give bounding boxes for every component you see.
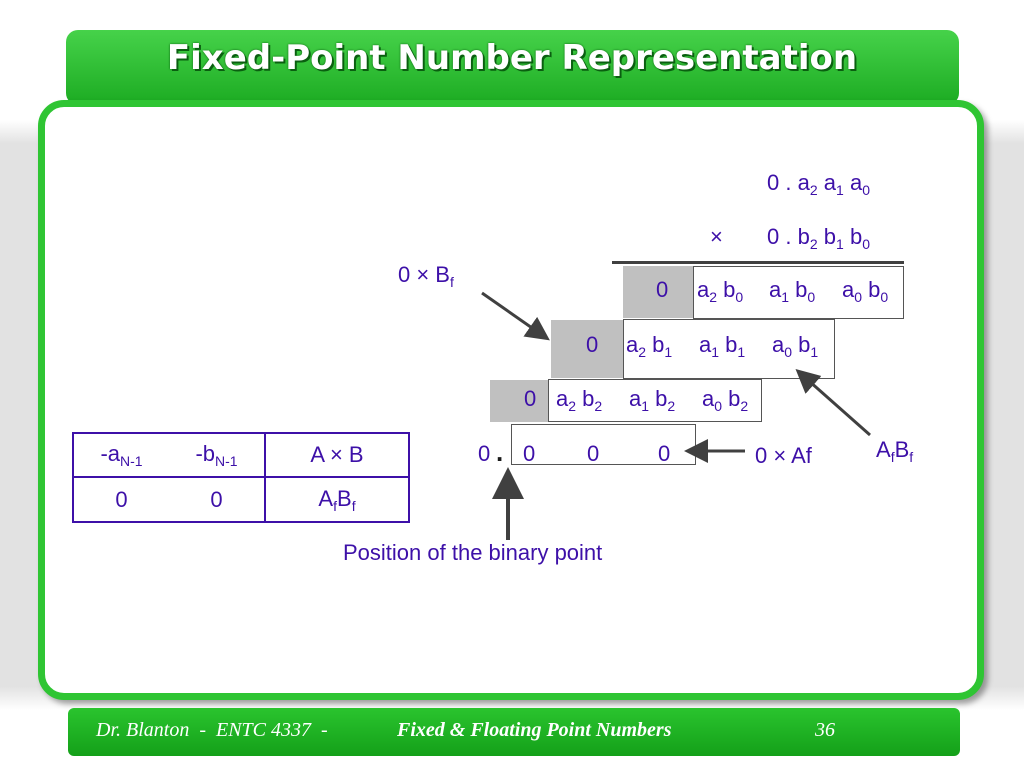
b: b	[655, 386, 668, 411]
b: b	[868, 277, 881, 302]
sub: 0	[854, 289, 863, 305]
value-b: 0	[210, 486, 223, 512]
b: b	[723, 277, 736, 302]
multiplier-zero: 0	[767, 224, 780, 249]
sub: 2	[740, 398, 749, 414]
sub: 0	[880, 289, 889, 305]
sub: 0	[714, 398, 723, 414]
sub: 0	[784, 344, 793, 360]
result-digit-1: 0	[523, 441, 536, 466]
b: b	[798, 332, 811, 357]
sign-truth-table	[72, 432, 410, 523]
binary-point-caption: Position of the binary point	[343, 540, 603, 565]
result-digit-2: 0	[587, 441, 600, 466]
a: a	[626, 332, 639, 357]
sub: f	[890, 449, 895, 465]
sub: 2	[667, 398, 676, 414]
table-row	[73, 477, 409, 522]
sub: f	[909, 449, 914, 465]
value-a: 0	[115, 486, 128, 512]
arrow-to-row2	[482, 293, 545, 337]
sub: 1	[664, 344, 673, 360]
times-sign: ×	[710, 224, 723, 249]
multiplicand-a2: a	[797, 170, 810, 195]
a: a	[629, 386, 642, 411]
label-text: 0 × B	[398, 262, 450, 287]
result-digit-3: 0	[658, 441, 671, 466]
row3-zero: 0	[524, 386, 537, 411]
sub: 0	[807, 289, 816, 305]
sub: f	[333, 497, 337, 514]
multiplier-b1: b	[823, 224, 837, 249]
b: b	[652, 332, 665, 357]
sign-value-cell	[73, 477, 265, 522]
arrow-afbf	[800, 373, 870, 435]
sub: 2	[709, 289, 718, 305]
sub-1: 1	[836, 236, 844, 252]
sub: N-1	[215, 453, 238, 469]
a: a	[842, 277, 855, 302]
a: a	[772, 332, 785, 357]
slide-title: Fixed-Point Number Representation	[166, 38, 858, 78]
sub: f	[351, 497, 356, 514]
sub: N-1	[120, 453, 143, 469]
a: a	[769, 277, 782, 302]
sub-0: 0	[862, 236, 871, 252]
sub: 1	[810, 344, 819, 360]
sub: 1	[737, 344, 746, 360]
b: B	[894, 437, 910, 462]
footer-page-number: 36	[815, 719, 835, 741]
header-neg-b	[195, 441, 237, 469]
sub: 2	[568, 398, 577, 414]
sign-value-pair	[74, 487, 264, 513]
b: B	[337, 485, 352, 511]
footer-topic: Fixed & Floating Point Numbers	[397, 719, 672, 741]
multiplicand-point: .	[785, 170, 792, 195]
sign-header-cell	[73, 433, 265, 477]
b: b	[728, 386, 741, 411]
multiplicand-a0: a	[849, 170, 863, 195]
sub: 2	[638, 344, 647, 360]
sub: 1	[641, 398, 650, 414]
row1-zero: 0	[656, 277, 669, 302]
result-lead-zero: 0	[478, 441, 491, 466]
sub-2: 2	[809, 182, 818, 198]
b: b	[795, 277, 808, 302]
a: A	[876, 437, 891, 462]
footer-author: Dr. Blanton - ENTC 4337 -	[96, 719, 328, 741]
a: A	[318, 485, 334, 511]
multiplicand-a1: a	[823, 170, 837, 195]
a: a	[697, 277, 710, 302]
sub: 1	[781, 289, 790, 305]
a: a	[556, 386, 569, 411]
sub: 2	[594, 398, 603, 414]
value-product	[265, 477, 409, 522]
sub: 0	[735, 289, 744, 305]
multiplicand-zero: 0	[767, 170, 780, 195]
table-header-row	[73, 433, 409, 477]
sub-1: 1	[836, 182, 844, 198]
neg-b: -b	[195, 441, 215, 466]
b: b	[582, 386, 595, 411]
b: b	[725, 332, 738, 357]
multiplier-b0: b	[849, 224, 863, 249]
sub-2: 2	[809, 236, 818, 252]
a: a	[702, 386, 715, 411]
binary-point: .	[496, 437, 504, 467]
neg-a: -a	[100, 441, 120, 466]
label-zero-times-af: 0 × Af	[755, 443, 812, 468]
sign-header-pair	[74, 441, 264, 469]
header-product: A × B	[265, 433, 409, 477]
multiplier-b2: b	[797, 224, 810, 249]
a: a	[699, 332, 712, 357]
row2-zero: 0	[586, 332, 599, 357]
header-neg-a	[100, 441, 142, 469]
sub: f	[449, 274, 454, 290]
sub-0: 0	[862, 182, 871, 198]
sub: 1	[711, 344, 720, 360]
multiplier-point: .	[785, 224, 792, 249]
